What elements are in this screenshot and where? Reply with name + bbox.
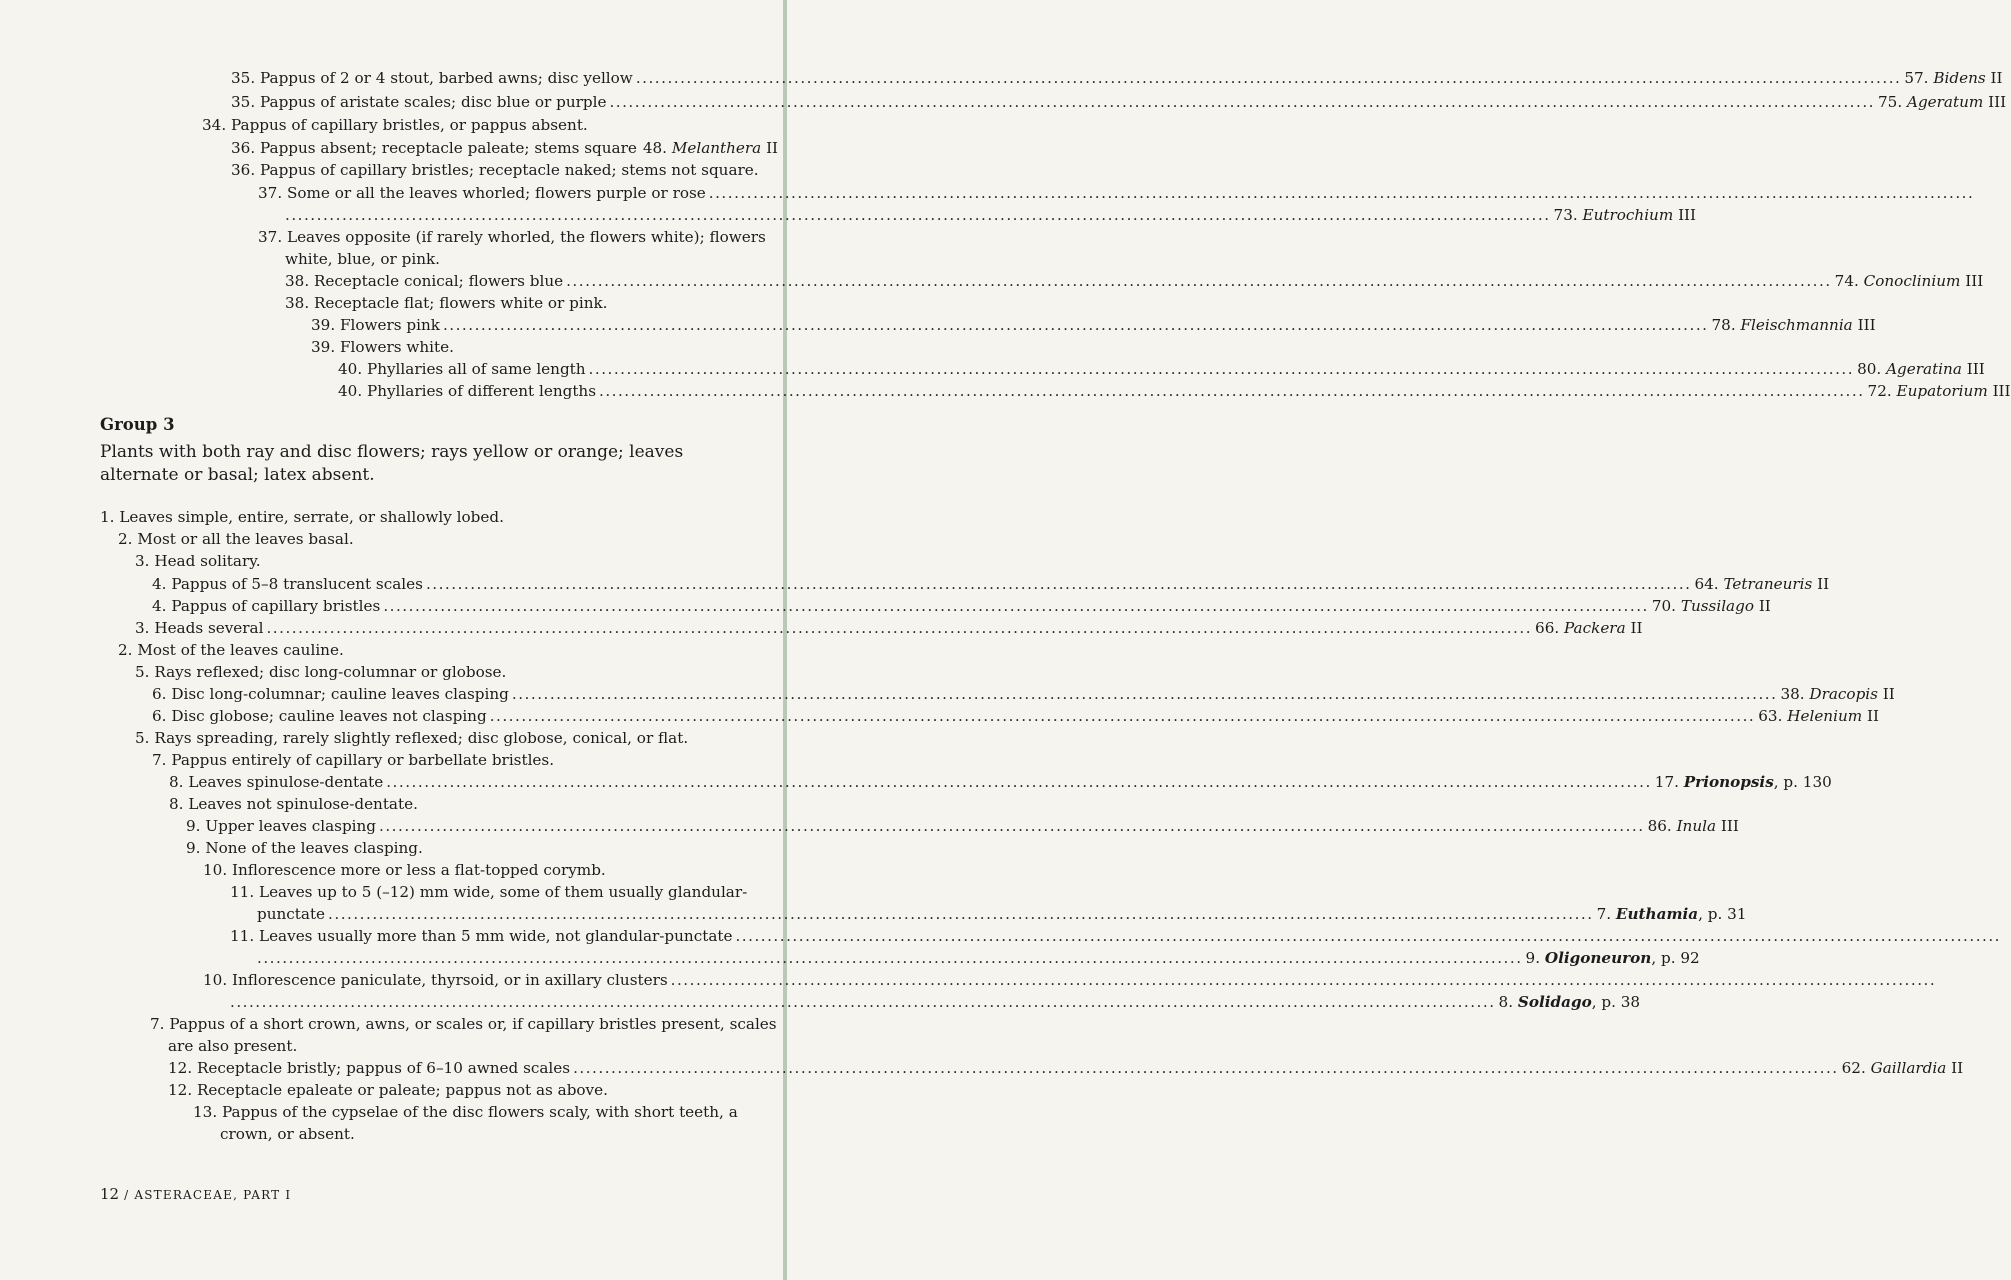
key-line: 3. Head solitary. bbox=[135, 552, 261, 570]
key-line bbox=[203, 970, 755, 990]
dot-leader bbox=[383, 596, 1649, 616]
dot-leader bbox=[609, 92, 1875, 112]
dot-leader bbox=[266, 618, 1532, 638]
group-heading: Group 3 bbox=[100, 415, 175, 434]
key-reference bbox=[1904, 68, 2002, 88]
key-text: 35. Pappus of aristate scales; disc blue or purple bbox=[231, 93, 607, 111]
key-text: punctate bbox=[257, 905, 326, 923]
key-line bbox=[231, 92, 2007, 112]
ref-number: 73. bbox=[1553, 206, 1578, 224]
key-reference bbox=[1712, 315, 1876, 335]
key-reference bbox=[1780, 684, 1894, 704]
key-line: 7. Pappus entirely of capillary or barbellate bristles. bbox=[152, 751, 555, 769]
key-line bbox=[285, 271, 1984, 291]
group-description: Plants with both ray and disc flowers; rays yellow or orange; leaves alternate or basal; latex absent. bbox=[100, 442, 684, 485]
key-line: 9. None of the leaves clasping. bbox=[186, 839, 423, 857]
key-text: 10. Inflorescence paniculate, thyrsoid, or in axillary clusters bbox=[203, 971, 668, 989]
volume-ref: II bbox=[1951, 1059, 1964, 1077]
key-reference bbox=[1694, 574, 1829, 594]
key-line: 34. Pappus of capillary bristles, or pappus absent. bbox=[202, 116, 588, 134]
volume-ref: II bbox=[1630, 619, 1643, 637]
key-line bbox=[135, 618, 1643, 638]
key-line bbox=[152, 706, 1879, 726]
genus-name: Ageratina bbox=[1886, 360, 1962, 378]
key-text: 40. Phyllaries of different lengths bbox=[338, 382, 596, 400]
ref-number: 7. bbox=[1596, 905, 1612, 923]
volume-ref: II bbox=[766, 139, 779, 157]
key-text: 35. Pappus of 2 or 4 stout, barbed awns; disc yellow bbox=[231, 69, 633, 87]
key-reference bbox=[1648, 816, 1739, 836]
dot-leader bbox=[379, 816, 1645, 836]
volume-ref: III bbox=[1720, 817, 1739, 835]
key-line: 37. Leaves opposite (if rarely whorled, the flowers white); flowers bbox=[258, 228, 766, 246]
key-line: 36. Pappus of capillary bristles; receptacle naked; stems not square. bbox=[231, 161, 759, 179]
genus-name: Oligoneuron bbox=[1544, 949, 1652, 967]
genus-name: Ageratum bbox=[1906, 93, 1984, 111]
key-line: 5. Rays reflexed; disc long-columnar or globose. bbox=[135, 663, 507, 681]
key-line: 5. Rays spreading, rarely slightly reflexed; disc globose, conical, or flat. bbox=[135, 729, 689, 747]
key-line: 1. Leaves simple, entire, serrate, or shallowly lobed. bbox=[100, 508, 504, 526]
key-line bbox=[285, 205, 1697, 225]
dot-leader bbox=[230, 992, 1496, 1012]
key-reference bbox=[1554, 205, 1697, 225]
key-line bbox=[152, 596, 1771, 616]
page-footer bbox=[100, 1185, 291, 1203]
key-reference bbox=[1655, 772, 1832, 792]
ref-number: 9. bbox=[1525, 949, 1541, 967]
genus-name: Fleischmannia bbox=[1740, 316, 1853, 334]
page-ref: , p. 31 bbox=[1698, 905, 1747, 923]
key-line: 2. Most of the leaves cauline. bbox=[118, 641, 344, 659]
page-ref: , p. 38 bbox=[1591, 993, 1641, 1011]
key-line bbox=[152, 574, 1830, 594]
key-line bbox=[152, 684, 1895, 704]
ref-number: 75. bbox=[1878, 93, 1903, 111]
ref-number: 80. bbox=[1857, 360, 1882, 378]
key-line bbox=[257, 948, 1700, 968]
dot-leader bbox=[386, 772, 1652, 792]
key-reference bbox=[1535, 618, 1642, 638]
ref-number: 72. bbox=[1867, 382, 1892, 400]
dot-leader bbox=[426, 574, 1692, 594]
dot-leader bbox=[443, 315, 1709, 335]
dot-leader bbox=[490, 706, 1756, 726]
key-line: 10. Inflorescence more or less a flat-topped corymb. bbox=[203, 861, 606, 879]
key-line bbox=[186, 816, 1739, 836]
ref-number: 74. bbox=[1834, 272, 1859, 290]
key-reference bbox=[1835, 271, 1984, 291]
key-text: 38. Receptacle conical; flowers blue bbox=[285, 272, 564, 290]
key-text: 3. Heads several bbox=[135, 619, 264, 637]
volume-ref: III bbox=[1678, 206, 1697, 224]
dot-leader bbox=[671, 970, 1937, 990]
key-text: 12. Receptacle bristly; pappus of 6–10 awned scales bbox=[168, 1059, 571, 1077]
page-number: 12 bbox=[100, 1185, 120, 1203]
ref-number: 8. bbox=[1498, 993, 1514, 1011]
ref-number: 17. bbox=[1654, 773, 1679, 791]
page-ref: , p. 130 bbox=[1773, 773, 1832, 791]
key-line: 2. Most or all the leaves basal. bbox=[118, 530, 354, 548]
genus-name: Helenium bbox=[1787, 707, 1863, 725]
dot-leader bbox=[599, 381, 1865, 401]
key-text: 9. Upper leaves clasping bbox=[186, 817, 377, 835]
ref-number: 78. bbox=[1711, 316, 1736, 334]
dot-leader bbox=[328, 904, 1594, 924]
key-text: 6. Disc globose; cauline leaves not clasping bbox=[152, 707, 487, 725]
key-reference bbox=[1652, 596, 1771, 616]
key-reference bbox=[1499, 992, 1641, 1012]
genus-name: Inula bbox=[1676, 817, 1717, 835]
key-line bbox=[258, 183, 755, 203]
key-reference bbox=[1526, 948, 1700, 968]
genus-name: Tussilago bbox=[1680, 597, 1754, 615]
genus-name: Bidens bbox=[1933, 69, 1986, 87]
key-text: 8. Leaves spinulose-dentate bbox=[169, 773, 384, 791]
key-text: 39. Flowers pink bbox=[311, 316, 440, 334]
volume-ref: II bbox=[1817, 575, 1830, 593]
volume-ref: II bbox=[1758, 597, 1771, 615]
key-line: 38. Receptacle flat; flowers white or pink. bbox=[285, 294, 608, 312]
dot-leader bbox=[566, 271, 1832, 291]
genus-name: Packera bbox=[1564, 619, 1626, 637]
volume-ref: II bbox=[1990, 69, 2003, 87]
key-line: white, blue, or pink. bbox=[285, 250, 441, 268]
key-line: 11. Leaves up to 5 (–12) mm wide, some of them usually glandular- bbox=[230, 883, 748, 901]
ref-number: 38. bbox=[1780, 685, 1805, 703]
running-head: / ASTERACEAE, PART I bbox=[124, 1188, 292, 1202]
genus-name: Euthamia bbox=[1615, 905, 1699, 923]
genus-name: Prionopsis bbox=[1683, 773, 1774, 791]
key-reference bbox=[643, 138, 778, 158]
key-reference bbox=[1857, 359, 1985, 379]
key-line bbox=[338, 381, 2011, 401]
key-line bbox=[257, 904, 1747, 924]
key-line: 39. Flowers white. bbox=[311, 338, 454, 356]
volume-ref: III bbox=[1966, 360, 1985, 378]
key-line: 12. Receptacle epaleate or paleate; pappus not as above. bbox=[168, 1081, 608, 1099]
dot-leader bbox=[589, 359, 1855, 379]
key-line: are also present. bbox=[168, 1037, 298, 1055]
volume-ref: II bbox=[1866, 707, 1879, 725]
key-reference bbox=[1868, 381, 2011, 401]
genus-name: Melanthera bbox=[671, 139, 762, 157]
volume-ref: III bbox=[1992, 382, 2011, 400]
genus-name: Solidago bbox=[1517, 993, 1592, 1011]
key-line: 8. Leaves not spinulose-dentate. bbox=[169, 795, 418, 813]
page-ref: , p. 92 bbox=[1651, 949, 1700, 967]
genus-name: Tetraneuris bbox=[1723, 575, 1813, 593]
genus-name: Dracopis bbox=[1809, 685, 1878, 703]
key-text: 6. Disc long-columnar; cauline leaves clasping bbox=[152, 685, 509, 703]
ref-number: 86. bbox=[1647, 817, 1672, 835]
key-line bbox=[169, 772, 1832, 792]
ref-number: 48. bbox=[642, 139, 667, 157]
dot-leader bbox=[512, 684, 1778, 704]
key-text: 4. Pappus of capillary bristles bbox=[152, 597, 381, 615]
volume-ref: II bbox=[1882, 685, 1895, 703]
genus-name: Eupatorium bbox=[1896, 382, 1988, 400]
key-line bbox=[230, 992, 1641, 1012]
dot-leader bbox=[257, 948, 1523, 968]
dot-leader bbox=[573, 1058, 1839, 1078]
key-text: 4. Pappus of 5–8 translucent scales bbox=[152, 575, 423, 593]
key-text: 11. Leaves usually more than 5 mm wide, not glandular-punctate bbox=[230, 927, 733, 945]
key-reference bbox=[1758, 706, 1879, 726]
dot-leader bbox=[735, 926, 2001, 946]
key-line: 7. Pappus of a short crown, awns, or scales or, if capillary bristles present, scales bbox=[150, 1015, 777, 1033]
volume-ref: III bbox=[1965, 272, 1984, 290]
key-line: 13. Pappus of the cypselae of the disc flowers scaly, with short teeth, a bbox=[193, 1103, 738, 1121]
key-line bbox=[168, 1058, 1964, 1078]
dot-leader bbox=[636, 68, 1902, 88]
key-reference bbox=[1842, 1058, 1964, 1078]
genus-name: Eutrochium bbox=[1582, 206, 1674, 224]
key-line bbox=[311, 315, 1876, 335]
key-line bbox=[231, 68, 2003, 88]
genus-name: Conoclinium bbox=[1863, 272, 1961, 290]
ref-number: 64. bbox=[1694, 575, 1719, 593]
key-text: 36. Pappus absent; receptacle paleate; stems square bbox=[231, 139, 637, 157]
key-line: crown, or absent. bbox=[220, 1125, 355, 1143]
ref-number: 57. bbox=[1904, 69, 1929, 87]
key-line bbox=[338, 359, 1985, 379]
genus-name: Gaillardia bbox=[1870, 1059, 1947, 1077]
key-reference bbox=[1597, 904, 1747, 924]
key-text: 40. Phyllaries all of same length bbox=[338, 360, 586, 378]
key-line bbox=[230, 926, 755, 946]
volume-ref: III bbox=[1857, 316, 1876, 334]
ref-number: 66. bbox=[1535, 619, 1560, 637]
ref-number: 63. bbox=[1758, 707, 1783, 725]
ref-number: 70. bbox=[1651, 597, 1677, 615]
key-reference bbox=[1878, 92, 2006, 112]
dot-leader bbox=[285, 205, 1551, 225]
ref-number: 62. bbox=[1841, 1059, 1866, 1077]
dot-leader bbox=[709, 183, 1975, 203]
key-line bbox=[231, 138, 779, 158]
key-text: 37. Some or all the leaves whorled; flowers purple or rose bbox=[258, 184, 706, 202]
volume-ref: III bbox=[1988, 93, 2007, 111]
